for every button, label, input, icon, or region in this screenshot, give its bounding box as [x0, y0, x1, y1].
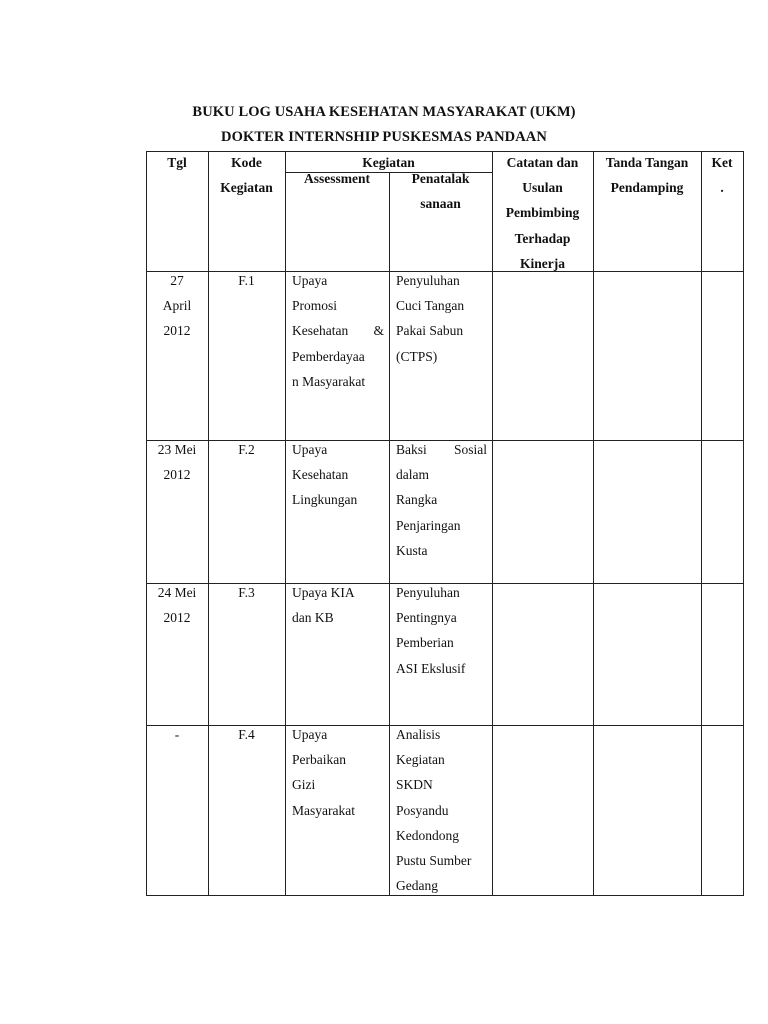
- row-1-kode: F.1: [238, 273, 255, 288]
- row-3-penatalaksanaan: Penyuluhan Pentingnya Pemberian ASI Ekslusif: [396, 585, 466, 676]
- header-tgl: Tgl: [167, 155, 187, 170]
- table-border: [146, 151, 147, 896]
- header-tanda-tangan: Tanda Tangan Pendamping: [605, 155, 689, 196]
- row-2-penatalaksanaan: Baksi Sosial dalam Rangka Penjaringan Kusta: [396, 442, 487, 558]
- row-1-tgl: 27 April 2012: [162, 273, 192, 339]
- row-4-tgl: -: [174, 727, 180, 742]
- header-penatalaksanaan: Penatalak sanaan: [411, 171, 470, 212]
- header-ket: Ket .: [711, 155, 733, 196]
- row-1-assessment: Upaya Promosi Kesehatan & Pemberdayaa n Masyarakat: [292, 273, 384, 389]
- row-3-kode: F.3: [238, 585, 255, 600]
- row-3-assessment: Upaya KIA dan KB: [292, 585, 355, 626]
- row-4-penatalaksanaan: Analisis Kegiatan SKDN Posyandu Kedondong Pustu Sumber Gedang: [396, 727, 472, 894]
- document-title: BUKU LOG USAHA KESEHATAN MASYARAKAT (UKM): [192, 104, 576, 120]
- header-assessment: Assessment: [304, 171, 370, 186]
- row-2-tgl: 23 Mei 2012: [157, 442, 197, 483]
- header-kode-kegiatan: Kode Kegiatan: [220, 155, 273, 196]
- row-3-tgl: 24 Mei 2012: [157, 585, 197, 626]
- header-catatan: Catatan dan Usulan Pembimbing Terhadap Kinerja: [505, 155, 580, 271]
- table-border: [208, 151, 209, 896]
- row-2-kode: F.2: [238, 442, 255, 457]
- table-border: [285, 151, 286, 896]
- row-2-assessment: Upaya Kesehatan Lingkungan: [292, 442, 358, 508]
- header-kegiatan: Kegiatan: [362, 155, 415, 170]
- row-4-assessment: Upaya Perbaikan Gizi Masyarakat: [292, 727, 355, 818]
- document-subtitle: DOKTER INTERNSHIP PUSKESMAS PANDAAN: [221, 129, 547, 145]
- row-1-penatalaksanaan: Penyuluhan Cuci Tangan Pakai Sabun (CTPS): [396, 273, 465, 364]
- row-4-kode: F.4: [238, 727, 255, 742]
- table-border: [389, 172, 390, 896]
- table-border: [593, 151, 594, 896]
- table-border: [743, 151, 744, 896]
- table-border: [701, 151, 702, 896]
